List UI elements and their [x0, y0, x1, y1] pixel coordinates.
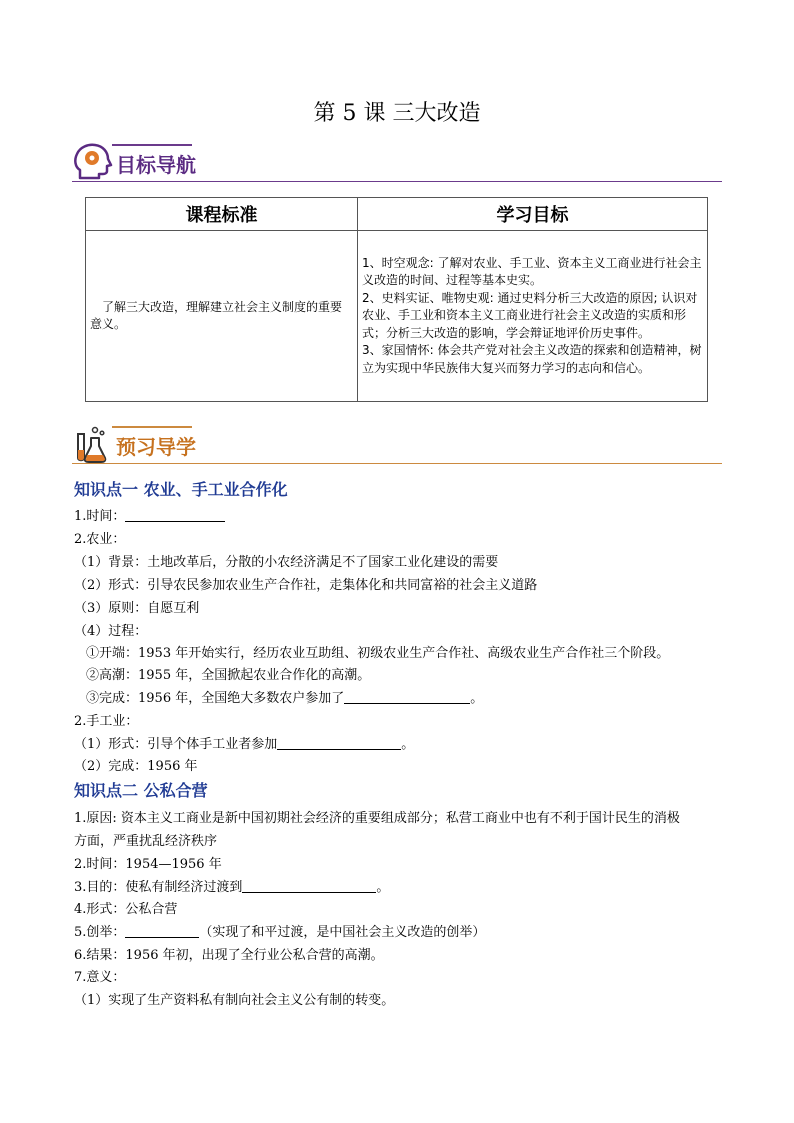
goals-table	[85, 197, 708, 402]
table-header-objectives: 学习目标	[358, 198, 708, 231]
text-line: 4.形式：公私合营	[74, 902, 178, 917]
fill-blank[interactable]	[125, 924, 199, 938]
course-standard-text: 了解三大改造，理解建立社会主义制度的重要意义。	[90, 299, 343, 331]
learning-objectives-cell	[358, 231, 708, 402]
text-line: 1.时间：	[74, 505, 225, 524]
objective-item: 3、家国情怀: 体会共产党对社会主义改造的探索和创造精神，树立为实现中华民族伟大复兴而努力学习的志向和信心。	[362, 343, 702, 375]
flask-icon	[72, 422, 114, 464]
text-line: ①开端：1953 年开始实行，经历农业互助组、初级农业生产合作社、高级农业生产合作社三个阶段。	[86, 646, 670, 661]
brain-gear-icon	[72, 140, 114, 182]
fill-blank[interactable]	[242, 879, 376, 893]
section-divider	[72, 181, 722, 183]
knowledge-point-title: 知识点二 公私合营	[74, 781, 208, 800]
fill-blank[interactable]	[344, 690, 470, 704]
text-line: ③完成：1956 年，全国绝大多数农户参加了 。	[86, 691, 484, 706]
objective-item: 2、史料实证、唯物史观: 通过史料分析三大改造的原因; 认识对农业、手工业和资本主义工商业进行社会主义改造的实质和形式；分析三大改造的影响，学会辩证地评价历史事件。	[362, 290, 698, 340]
text-line: （4）过程：	[74, 624, 148, 639]
table-header-standard: 课程标准	[86, 198, 358, 231]
section-divider	[72, 463, 722, 465]
text-line: （1）实现了生产资料私有制向社会主义公有制的转变。	[74, 993, 395, 1008]
section-header-goals	[72, 140, 722, 182]
text-line: （2）形式：引导农民参加农业生产合作社，走集体化和共同富裕的社会主义道路	[74, 578, 538, 593]
text-line: 2.手工业：	[74, 714, 139, 729]
text-line: 5.创举： （实现了和平过渡，是中国社会主义改造的创举）	[74, 925, 486, 940]
knowledge-point-title: 知识点一 农业、手工业合作化	[74, 480, 288, 499]
text-line: （1）形式：引导个体手工业者参加 。	[74, 737, 415, 752]
section-title: 预习导学	[116, 435, 196, 459]
text-line: （3）原则：自愿互利	[74, 601, 200, 616]
text-line: 2.农业：	[74, 532, 126, 547]
text-line: 1.原因: 资本主义工商业是新中国初期社会经济的重要组成部分；私营工商业中也有不利于国计民生的消极	[74, 811, 680, 826]
objective-item: 1、时空观念: 了解对农业、手工业、资本主义工商业进行社会主义改造的时间、过程等基本史实。	[362, 255, 702, 288]
text-line: 3.目的：使私有制经济过渡到 。	[74, 880, 390, 895]
text-line: 方面，严重扰乱经济秩序	[74, 834, 218, 849]
section-title: 目标导航	[116, 153, 196, 177]
fill-blank[interactable]	[125, 508, 225, 522]
text-line: ②高潮：1955 年，全国掀起农业合作化的高潮。	[86, 668, 371, 683]
text-line: 6.结果：1956 年初，出现了全行业公私合营的高潮。	[74, 948, 384, 963]
text-line: （2）完成：1956 年	[74, 759, 198, 774]
text-line: 7.意义：	[74, 970, 126, 985]
text-line: （1）背景：土地改革后，分散的小农经济满足不了国家工业化建设的需要	[74, 555, 499, 570]
fill-blank[interactable]	[277, 736, 401, 750]
section-header-preview	[72, 422, 722, 464]
course-standard-cell	[86, 231, 358, 402]
text-line: 2.时间：1954—1956 年	[74, 857, 222, 872]
page-title: 第 5 课 三大改造	[313, 101, 481, 126]
